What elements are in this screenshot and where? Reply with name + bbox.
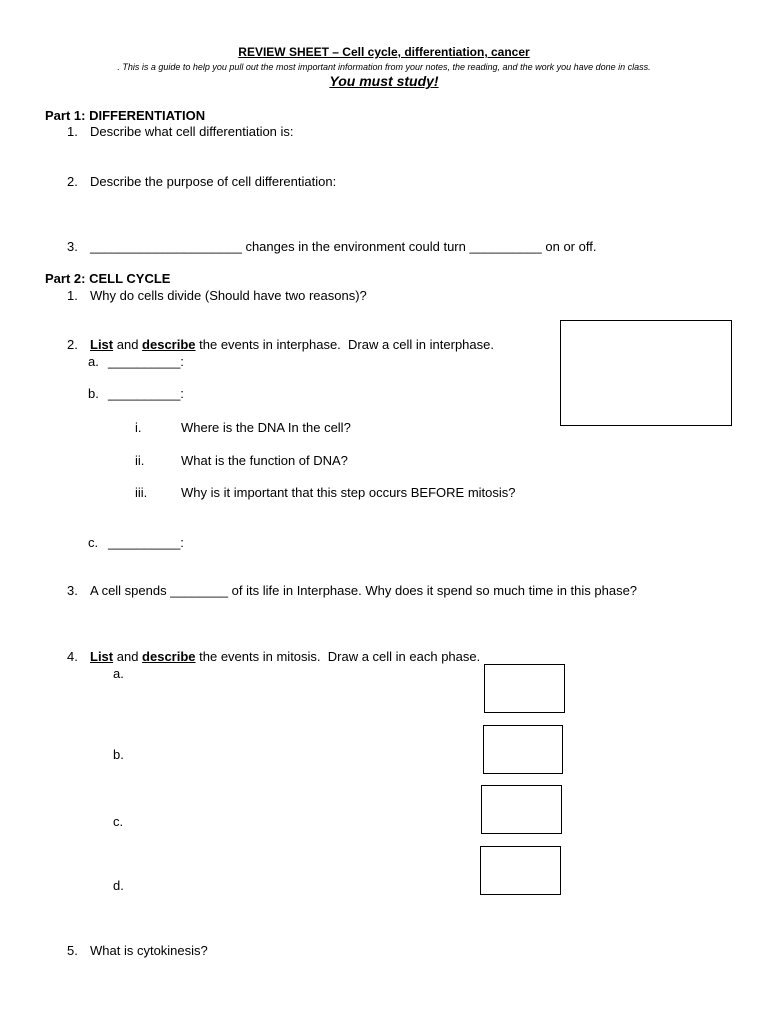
p2-q4-text (90, 649, 480, 664)
q2a-label: a. (88, 354, 99, 369)
p2-q3-text: A cell spends ________ of its life in Interphase. Why does it spend so much time in this phase? (90, 583, 638, 598)
part2-heading: Part 2: CELL CYCLE (45, 271, 171, 286)
p2-q3-number: 3. (67, 583, 78, 598)
q2c-label: c. (88, 535, 99, 550)
q2b-label: b. (88, 386, 99, 401)
q4-and-word: and (113, 649, 143, 664)
p1-q1-number: 1. (67, 124, 78, 139)
p2-q4-number: 4. (67, 649, 78, 664)
document-subtitle: . This is a guide to help you pull out the most important information from your notes, the reading, and the work you have done in class. (117, 62, 651, 72)
q2b-i-label: i. (135, 420, 142, 435)
q4d-label: d. (113, 878, 124, 893)
part1-heading: Part 1: DIFFERENTIATION (45, 108, 206, 123)
q4-list-word: List (90, 649, 114, 664)
mitosis-phase-c-drawing-box (481, 785, 562, 834)
q4b-label: b. (113, 747, 124, 762)
mitosis-phase-a-drawing-box (484, 664, 565, 713)
p2-q2-text (90, 337, 494, 352)
p1-q3-text: _____________________ changes in the environment could turn __________ on or off. (90, 239, 597, 254)
p2-q5-text: What is cytokinesis? (90, 943, 208, 958)
q2b-iii-label: iii. (135, 485, 148, 500)
p1-q1-text: Describe what cell differentiation is: (90, 124, 294, 139)
p1-q3-number: 3. (67, 239, 78, 254)
q4c-label: c. (113, 814, 124, 829)
interphase-drawing-box (560, 320, 732, 426)
p2-q5-number: 5. (67, 943, 78, 958)
q2-describe-word: describe (142, 337, 196, 352)
p2-q1-number: 1. (67, 288, 78, 303)
document-title: REVIEW SHEET – Cell cycle, differentiation, cancer (238, 45, 530, 59)
p2-q2-number: 2. (67, 337, 78, 352)
mitosis-phase-b-drawing-box (483, 725, 563, 774)
q2b-blank: __________: (108, 386, 184, 401)
q2a-blank: __________: (108, 354, 184, 369)
q4-describe-word: describe (142, 649, 196, 664)
q2c-blank: __________: (108, 535, 184, 550)
p2-q1-text: Why do cells divide (Should have two reasons)? (90, 288, 367, 303)
p1-q2-number: 2. (67, 174, 78, 189)
q2b-ii-label: ii. (135, 453, 145, 468)
q4a-label: a. (113, 666, 124, 681)
must-study-note: You must study! (329, 73, 439, 89)
q2-and-word: and (113, 337, 143, 352)
q2b-ii-text: What is the function of DNA? (181, 453, 348, 468)
q2-rest: the events in interphase. Draw a cell in interphase. (195, 337, 494, 352)
p1-q2-text: Describe the purpose of cell differentiation: (90, 174, 337, 189)
q2-list-word: List (90, 337, 114, 352)
q2b-iii-text: Why is it important that this step occurs BEFORE mitosis? (181, 485, 516, 500)
q4-rest: the events in mitosis. Draw a cell in each phase. (195, 649, 481, 664)
mitosis-phase-d-drawing-box (480, 846, 561, 895)
q2b-i-text: Where is the DNA In the cell? (181, 420, 351, 435)
